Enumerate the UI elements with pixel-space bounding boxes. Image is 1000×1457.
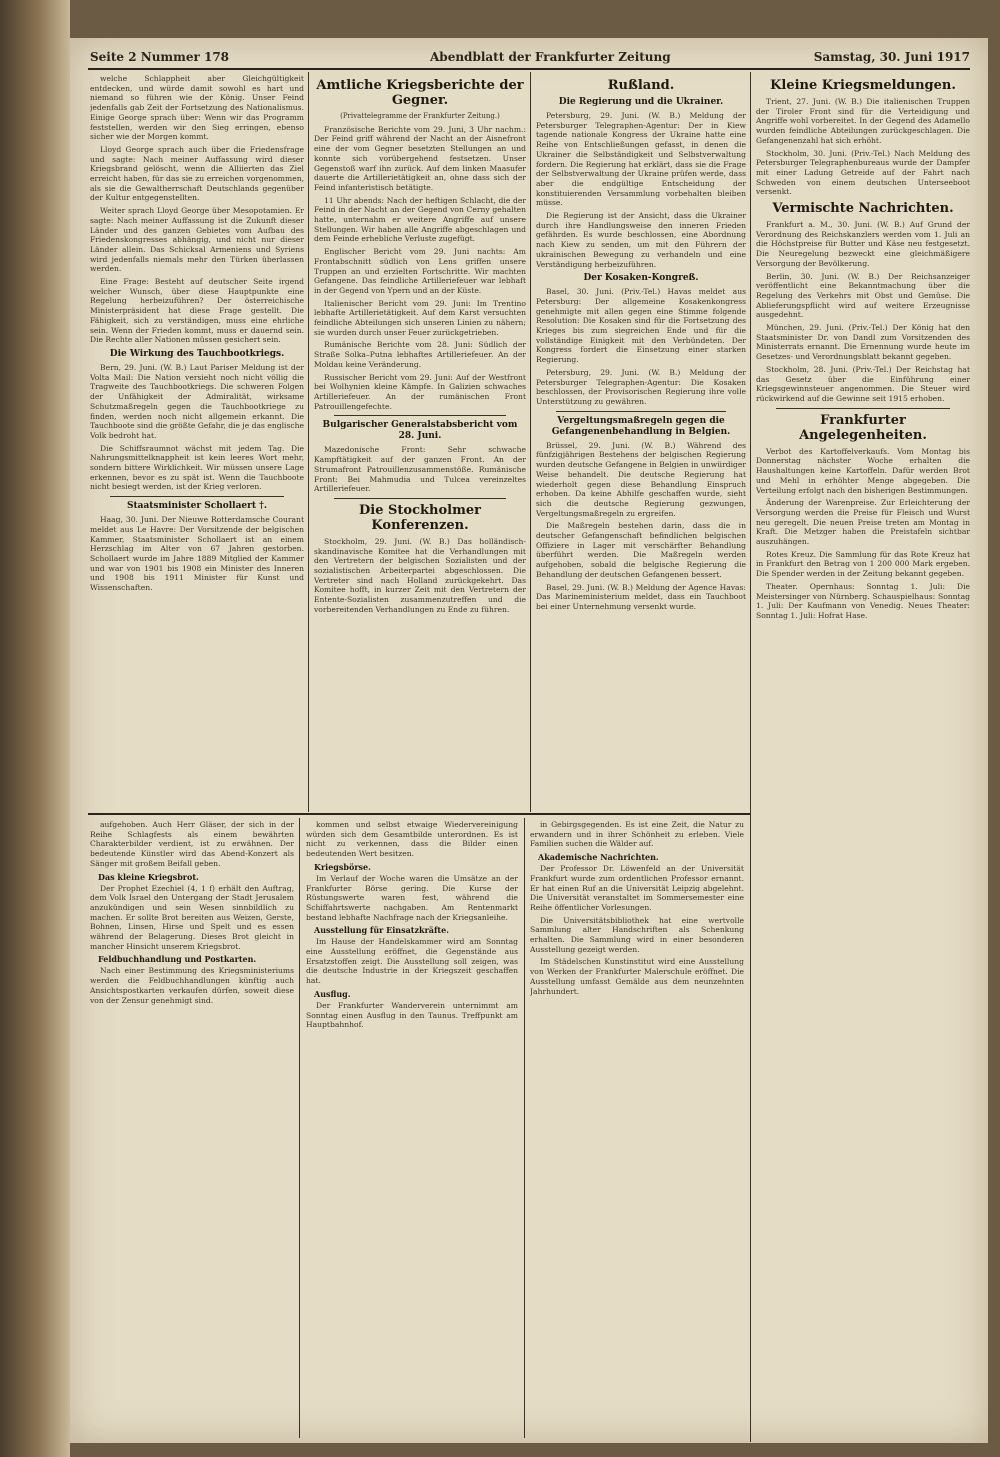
column-rule <box>524 818 525 1438</box>
paragraph: Stockholm, 29. Juni. (W. B.) Das holländisch-skandinavische Komitee hat die Verhandlungen mit den Vertretern der belgischen Sozialisten und der sozialistischen Arbeiterpartei abgeschlossen. Die Vertreter sind nach Holland zurückgekehrt. Das Komitee hofft, in kurzer Zeit mit den Vertretern der Entente-Sozialisten zusammenzutreffen und die vorbereitenden Verhandlungen zu Ende zu führen. <box>314 536 526 614</box>
paragraph: Frankfurt a. M., 30. Juni. (W. B.) Auf Grund der Verordnung des Reichskanzlers werden vom 1. Juli an die Höchstpreise für Butter und Käse neu festgesetzt. Die Neuregelung bezweckt eine gleichmäßigere Versorgung der Bevölkerung. <box>756 220 970 268</box>
bottom-column-2 <box>306 820 518 1435</box>
article-heading: Rußland. <box>607 78 675 93</box>
article-heading: Die Wirkung des Tauchbootkriegs. <box>109 348 285 359</box>
paragraph: kommen und selbst etwaige Wiedervereinigung würden sich dem Gesamtbilde unterordnen. Es ist nicht zu verkennen, dass die Bilder einen bedeutenden Wert besitzen. <box>306 820 518 859</box>
article-heading: Staatsminister Schollaert †. <box>126 501 268 512</box>
article-heading: Frankfurter Angelegenheiten. <box>799 412 927 443</box>
article-heading: Vermischte Nachrichten. <box>772 201 954 217</box>
bottom-column-1 <box>90 820 294 1435</box>
article-heading: Bulgarischer Generalstabsbericht vom 28. Juni. <box>322 420 518 442</box>
paragraph: Lloyd George sprach auch über die Friedensfrage und sagte: Nach meiner Auffassung wird dieser Kriegsbrand gelöscht, wenn die Alliierten das Ziel erreicht haben, für das sie zu erreichen vorgenommen, als sie die Gewaltherrschaft Deutschlands gegenüber der Kultur entgegenstellten. <box>90 144 304 203</box>
article-heading: Ausstellung für Einsatzkräfte. <box>314 925 449 936</box>
article-heading: Amtliche Kriegsberichte der Gegner. <box>316 78 524 108</box>
paragraph: Russischer Bericht vom 29. Juni: Auf der Westfront bei Wolhynien kleine Kämpfe. In Galizien schwaches Artilleriefeuer. An der rumänischen Front Patrouillengefechte. <box>314 372 526 411</box>
article-subheading: Die Regierung und die Ukrainer. <box>558 97 724 107</box>
article-heading: Vergeltungsmaßregeln gegen die Gefangenenbehandlung in Belgien. <box>551 415 731 437</box>
paragraph: Brüssel, 29. Juni. (W. B.) Während des fünfzigjährigen Bestehens der belgischen Regierung wurden deutsche Gefangene in Belgien in unwürdiger Weise behandelt. Die deutsche Regierung hat wiederholt gegen diese Behandlung Einspruch erhoben. Da keine Abhilfe geschaffen wurde, sieht sich die deutsche Regierung gezwungen, Vergeltungsmaßregeln zu ergreifen. <box>536 440 746 518</box>
article-heading: Ausflug. <box>314 988 351 999</box>
article-heading: Kleine Kriegsmeldungen. <box>770 78 956 93</box>
paragraph: Petersburg, 29. Juni. (W. B.) Meldung der Petersburger Telegraphen-Agentur: Die Kosaken beschlossen, der Provisorischen Regierung ihre volle Unterstützung zu gewähren. <box>536 367 746 406</box>
column-2 <box>314 74 526 809</box>
paragraph: Im Verlauf der Woche waren die Umsätze an der Frankfurter Börse gering. Die Kurse der Rüstungswerte waren fest, während die Schiffahrtswerte nachgaben. Am Rentenmarkt bestand lebhafte Nachfrage nach der Kriegsanleihe. <box>306 873 518 922</box>
paragraph: Französische Berichte vom 29. Juni, 3 Uhr nachm.: Der Feind griff während der Nacht an der Aisnefront eine der vom Gegner besetzten Stellungen an und konnte sich vorübergehend festsetzen. Unser Gegenstoß warf ihn zurück. Auf dem linken Maasufer dauerte die Artillerietätigkeit an, ohne dass sich der Feind infanteristisch betätigte. <box>314 124 526 192</box>
divider <box>334 415 506 416</box>
bottom-column-3 <box>530 820 744 1435</box>
column-1 <box>90 74 304 809</box>
paragraph: Der Frankfurter Wanderverein unternimmt am Sonntag einen Ausflug in den Taunus. Treffpunkt am Hauptbahnhof. <box>306 1000 518 1030</box>
newspaper-title: Abendblatt der Frankfurter Zeitung <box>430 50 671 64</box>
article-heading: Kriegsbörse. <box>314 861 371 872</box>
paragraph: Stockholm, 30. Juni. (Priv.-Tel.) Nach Meldung des Petersburger Telegraphenbureaus wurde der Dampfer mit einer Ladung Getreide auf der Fahrt nach Schweden von einem deutschen Unterseeboot versenkt. <box>756 148 970 197</box>
paragraph: welche Schlappheit aber Gleichgültigkeit entdecken, und würde damit sowohl es hart und niemand so führen wie der König. Unser Feind jedenfalls gab Zeit der Fortsetzung des Nationalismus. Einige George sprach über: Wenn wir das Programm feststellen, werden wir den Sieg erringen, ebenso sicher wie der Morgen kommt. <box>90 74 304 142</box>
paragraph: Die Universitätsbibliothek hat eine wertvolle Sammlung alter Handschriften als Schenkung erhalten. Die Sammlung wird in einer besonderen Ausstellung gezeigt werden. <box>530 915 744 954</box>
column-rule <box>750 72 751 1442</box>
paragraph: Die Regierung ist der Ansicht, dass die Ukrainer durch ihre Handlungsweise den inneren Frieden gefährden. Es wurde beschlossen, eine Abordnung nach Kiew zu senden, um mit den Führern der ukrainischen Bewegung zu verhandeln und eine Verständigung herbeizuführen. <box>536 211 746 269</box>
paragraph: Stockholm, 28. Juni. (Priv.-Tel.) Der Reichstag hat das Gesetz über die Einführung einer Kriegsgewinnsteuer angenommen. Die Steuer wird rückwirkend auf die Gewinne seit 1915 erhoben. <box>756 364 970 403</box>
paragraph: Im Hause der Handelskammer wird am Sonntag eine Ausstellung eröffnet, die Gegenstände aus Ersatzstoffen zeigt. Die Ausstellung soll zeigen, was die deutsche Industrie in der Kriegszeit geschaffen hat. <box>306 937 518 986</box>
paragraph: Verbot des Kartoffelverkaufs. Vom Montag bis Donnerstag nächster Woche erhalten die Haushaltungen keine Kartoffeln. Dafür werden Brot und Mehl in erhöhter Menge abgegeben. Die Verteilung erfolgt nach den bisherigen Bestimmungen. <box>756 446 970 495</box>
paragraph: aufgehoben. Auch Herr Gläser, der sich in der Reihe Schlagfests als einem bewährten Charakterbilder verdient, ist zu erwähnen. Der bedeutende Künstler wird das Abend-Konzert als Sänger mit großem Beifall geben. <box>90 820 294 868</box>
divider <box>776 408 950 409</box>
page-number: Seite 2 Nummer 178 <box>90 50 230 64</box>
article-heading: Die Stockholmer Konferenzen. <box>359 502 481 533</box>
paragraph: Mazedonische Front: Sehr schwache Kampftätigkeit auf der ganzen Front. An der Strumafront Patrouillenzusammenstöße. Rumänische Front: Bei Mahmudia und Tulcea vereinzeltes Artilleriefeuer. <box>314 445 526 494</box>
paragraph: Trient, 27. Juni. (W. B.) Die italienischen Truppen der Tiroler Front sind für die Verteidigung und Angriffe wohl vorbereitet. In der Gegend des Adamello wurden feindliche Abteilungen zurückgeschlagen. Die Gefangenenzahl hat sich erhöht. <box>756 97 970 145</box>
paragraph: Englischer Bericht vom 29. Juni nachts: Am Frontabschnitt südlich von Lens griffen unsere Truppen an und erzielten Fortschritte. Wir machten Gefangene. Das feindliche Artilleriefeuer war lebhaft in der Gegend von Ypern und an der Küste. <box>314 247 526 295</box>
paragraph: Der Prophet Ezechiel (4, 1 f) erhält den Auftrag, dem Volk Israel den Untergang der Stadt Jerusalem anzukündigen und sein Wesen sinnbildlich zu machen. Er sollte Brot bereiten aus Weizen, Gerste, Bohnen, Linsen, Hirse und Spelt und es essen während der Belagerung. Dieses Brot gleicht in mancher Hinsicht unserem Kriegsbrot. <box>90 883 294 951</box>
masthead <box>90 46 970 68</box>
divider <box>110 496 284 497</box>
column-4 <box>756 74 970 1434</box>
article-heading: Das kleine Kriegsbrot. <box>98 871 199 882</box>
article-subheading: (Privattelegramme der Frankfurter Zeitung.) <box>340 112 500 120</box>
paragraph: Weiter sprach Lloyd George über Mesopotamien. Er sagte: Nach meiner Auffassung ist die Zukunft dieser Länder und des ganzen Gebietes vom Aufbau des Friedenskongresses abhängig, und nicht nur dieser Länder allein. Das Schicksal Armeniens und Syriens wird jedenfalls niemals mehr den Türken überlassen werden. <box>90 206 304 274</box>
book-spine <box>0 0 70 1457</box>
divider <box>556 411 726 412</box>
paragraph: Bern, 29. Juni. (W. B.) Laut Pariser Meldung ist der Volta Mail: Die Nation versieht noch nicht völlig die Tragweite des Tauchbootkriegs. Die schweren Folgen der Unfähigkeit der Admiralität, wirksame Schutzmaßregeln gegen die Tauchbootkriege zu finden, werden noch nicht allgemein erkannt. Die Tauchboote sind die größte Gefahr, die je das englische Volk bedroht hat. <box>90 362 304 440</box>
paragraph: Petersburg, 29. Juni. (W. B.) Meldung der Petersburger Telegraphen-Agentur: Der in Kiew tagende nationale Kongress der Ukraine hatte eine Reihe von Entschließungen gefasst, in denen die Ukrainer die Selbständigkeit und Selbstverwaltung fordern. Die Regierung hat erklärt, dass sie die Frage der Selbstverwaltung der Ukraine prüfen werde, dass aber die endgültige Entscheidung der konstituierenden Versammlung vorbehalten bleiben müsse. <box>536 111 746 208</box>
paragraph: Nach einer Bestimmung des Kriegsministeriums werden die Feldbuchhandlungen künftig auch Ansichtspostkarten verkaufen dürfen, soweit diese von der Zensur genehmigt sind. <box>90 966 294 1005</box>
column-3 <box>536 74 746 809</box>
header-rule <box>88 68 970 70</box>
paragraph: Basel, 29. Juni. (W. B.) Meldung der Agence Havas: Das Marineministerium meldet, dass ein Tauchboot bei einer Unternehmung versenkt wurde. <box>536 582 746 611</box>
paragraph: Rotes Kreuz. Die Sammlung für das Rote Kreuz hat in Frankfurt den Betrag von 1 200 000 Mark ergeben. Die Spender werden in der Zeitung bekannt gegeben. <box>756 549 970 579</box>
column-rule <box>299 818 300 1438</box>
paragraph: 11 Uhr abends: Nach der heftigen Schlacht, die der Feind in der Nacht an der Gegend von Cerny gehalten hatte, unternahm er weitere Angriffe auf unsere Stellungen. Wir haben alle Angriffe abgeschlagen und dem Feinde erhebliche Verluste zugefügt. <box>314 195 526 244</box>
feuilleton-rule <box>88 813 750 815</box>
article-heading: Feldbuchhandlung und Postkarten. <box>98 954 257 965</box>
newspaper-page <box>70 38 988 1443</box>
paragraph: Italienischer Bericht vom 29. Juni: Im Trentino lebhafte Artillerietätigkeit. Auf dem Karst versuchten feindliche Abteilungen sich unseren Linien zu nähern; sie wurden durch unser Feuer zurückgetrieben. <box>314 298 526 337</box>
paragraph: Basel, 30. Juni. (Priv.-Tel.) Havas meldet aus Petersburg: Der allgemeine Kosakenkongress genehmigte mit allen gegen eine Stimme folgende Resolution: Die Kosaken sind für die Fortsetzung des Krieges bis zum siegreichen Ende und für die vollständige Einigkeit mit den Verbündeten. Der Kongress fordert die Einsetzung einer starken Regierung. <box>536 287 746 365</box>
paragraph: Der Professor Dr. Löwenfeld an der Universität Frankfurt wurde zum ordentlichen Professor ernannt. Er hat einen Ruf an die Universität Leipzig abgelehnt. Die Universität veranstaltet im Sommersemester eine Reihe öffentlicher Vorlesungen. <box>530 864 744 912</box>
paragraph: München, 29. Juni. (Priv.-Tel.) Der König hat den Staatsminister Dr. von Dandl zum Vorsitzenden des Ministerrats ernannt. Die Ernennung wurde heute im Gesetzes- und Verordnungsblatt bekannt gegeben. <box>756 323 970 362</box>
paragraph: Rumänische Berichte vom 28. Juni: Südlich der Straße Solka–Putna lebhaftes Artilleriefeuer. An der Moldau keine Veränderung. <box>314 340 526 369</box>
issue-date: Samstag, 30. Juni 1917 <box>813 50 970 64</box>
paragraph: Änderung der Warenpreise. Zur Erleichterung der Versorgung werden die Preise für Fleisch und Wurst neu geregelt. Die neuen Preise treten am Montag in Kraft. Die Metzger haben die Preistafeln sichtbar auszuhängen. <box>756 498 970 547</box>
column-rule <box>308 72 309 812</box>
article-heading: Akademische Nachrichten. <box>538 852 659 863</box>
paragraph: Eine Frage: Besteht auf deutscher Seite irgend welcher Wunsch, über diese Hauptpunkte eine Regelung herbeizuführen? Der österreichische Ministerpräsident hat diese Frage gestellt. Die Fähigkeit, sich zu verständigen, muss eine ehrliche sein. Wenn der Frieden kommt, muss er dauernd sein. Die Rechte aller Nationen müssen gesichert sein. <box>90 277 304 345</box>
paragraph: Im Städelschen Kunstinstitut wird eine Ausstellung von Werken der Frankfurter Malerschule eröffnet. Die Ausstellung umfasst Gemälde aus dem neunzehnten Jahrhundert. <box>530 957 744 996</box>
article-heading: Der Kosaken-Kongreß. <box>583 273 699 284</box>
paragraph: in Gebirgsgegenden. Es ist eine Zeit, die Natur zu erwandern und in ihrer Schönheit zu erleben. Viele Familien suchen die Wälder auf. <box>530 820 744 849</box>
paragraph: Haag, 30. Juni. Der Nieuwe Rotterdamsche Courant meldet aus Le Havre: Der Vorsitzende der belgischen Kammer, Staatsminister Schollaert ist an einem Herzschlag im Alter von 67 Jahren gestorben. Schollaert wurde im Jahre 1889 Mitglied der Kammer und war von 1901 bis 1908 ein Minister des Inneren und 1908 bis 1911 Minister für Kunst und Wissenschaften. <box>90 515 304 593</box>
paragraph: Berlin, 30. Juni. (W. B.) Der Reichsanzeiger veröffentlicht eine Bekanntmachung über die Regelung des Verkehrs mit Obst und Gemüse. Die Ablieferungspflicht wird auf weitere Erzeugnisse ausgedehnt. <box>756 271 970 320</box>
paragraph: Die Schiffsraumnot wächst mit jedem Tag. Die Nahrungsmittelknappheit ist kein leeres Wort mehr, sondern bittere Wirklichkeit. Wir müssen unsere Lage erkennen, bevor es zu spät ist. Wenn die Tauchboote nicht besiegt werden, ist der Krieg verloren. <box>90 443 304 492</box>
divider <box>334 498 506 499</box>
column-rule <box>530 72 531 812</box>
paragraph: Die Maßregeln bestehen darin, dass die in deutscher Gefangenschaft befindlichen belgischen Offiziere in Lager mit verschärfter Behandlung überführt werden. Die Maßregeln werden aufgehoben, sobald die belgische Regierung die Behandlung der deutschen Gefangenen bessert. <box>536 521 746 579</box>
paragraph: Theater. Opernhaus: Sonntag 1. Juli: Die Meistersinger von Nürnberg. Schauspielhaus: Sonntag 1. Juli: Der Kaufmann von Venedig. Neues Theater: Sonntag 1. Juli: Hofrat Hase. <box>756 581 970 620</box>
